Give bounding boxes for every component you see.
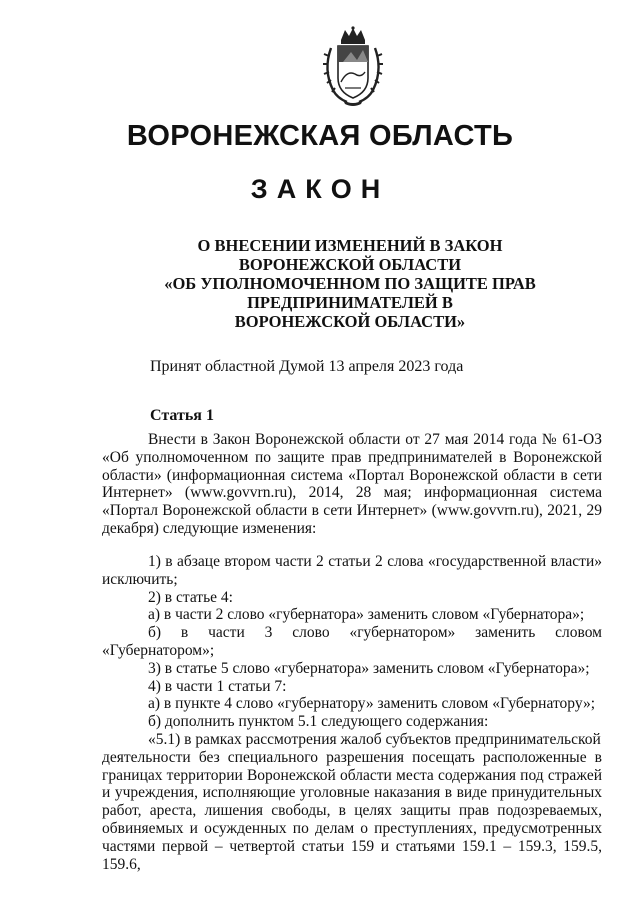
list-item: 2) в статье 4: <box>148 588 233 606</box>
document-title <box>120 236 580 331</box>
title-line: ПРЕДПРИНИМАТЕЛЕЙ В <box>247 293 453 312</box>
list-item: 1) в абзаце втором части 2 статьи 2 слова «государственной власти» исключить; <box>102 553 602 588</box>
list-item: 4) в части 1 статьи 7: <box>148 677 287 695</box>
title-line: О ВНЕСЕНИИ ИЗМЕНЕНИЙ В ЗАКОН <box>197 236 503 255</box>
title-line: ВОРОНЕЖСКОЙ ОБЛАСТИ <box>238 255 462 274</box>
list-item: а) в пункте 4 слово «губернатору» заменить словом «Губернатору»; <box>148 695 596 713</box>
article-heading: Статья 1 <box>150 407 214 424</box>
amendments-list <box>102 553 602 873</box>
adoption-note: Принят областной Думой 13 апреля 2023 года <box>150 358 464 375</box>
list-item: б) дополнить пунктом 5.1 следующего содержания: <box>148 713 489 731</box>
list-item: «5.1) в рамках рассмотрения жалоб субъектов предпринимательской <box>148 730 601 748</box>
list-item: 3) в статье 5 слово «губернатора» заменить словом «Губернатора»; <box>148 659 590 677</box>
list-item: б) в части 3 слово «губернатором» заменить словом «Губернатором»; <box>102 624 602 659</box>
title-line: «ОБ УПОЛНОМОЧЕННОМ ПО ЗАЩИТЕ ПРАВ <box>164 274 536 293</box>
region-name: ВОРОНЕЖСКАЯ ОБЛАСТЬ <box>126 120 514 152</box>
title-line: ВОРОНЕЖСКОЙ ОБЛАСТИ» <box>234 312 466 331</box>
coat-of-arms-icon <box>321 26 385 108</box>
document-type: ЗАКОН <box>250 174 390 204</box>
intro-paragraph: Внести в Закон Воронежской области от 27 мая 2014 года № 61-ОЗ «Об уполномоченном по защите прав предпринимателей в Воронежской области» (информационная система «Портал Воронежской области в сети Интернет» (www.govvrn.ru), 2014, 28 мая; информационная система «Портал Воронежской области в сети Интернет» (www.govvrn.ru), 2021, 29 декабря) следующие изменения: <box>102 431 602 537</box>
list-item-continuation: деятельности без специального разрешения посещать расположенные в границах территории Воронежской области места содержания под стражей и учреждения, исполняющие уголовные наказания в виде принудительных работ, ареста, лишения свободы, в целях защиты прав подозреваемых, обвиняемых и осужденных по делам о преступлениях, предусмотренных частями первой – четвертой статьи 159 и статьями 159.1 – 159.3, 159.5, 159.6, <box>102 748 602 873</box>
article-intro <box>102 431 602 538</box>
list-item: а) в части 2 слово «губернатора» заменить словом «Губернатора»; <box>148 606 585 624</box>
